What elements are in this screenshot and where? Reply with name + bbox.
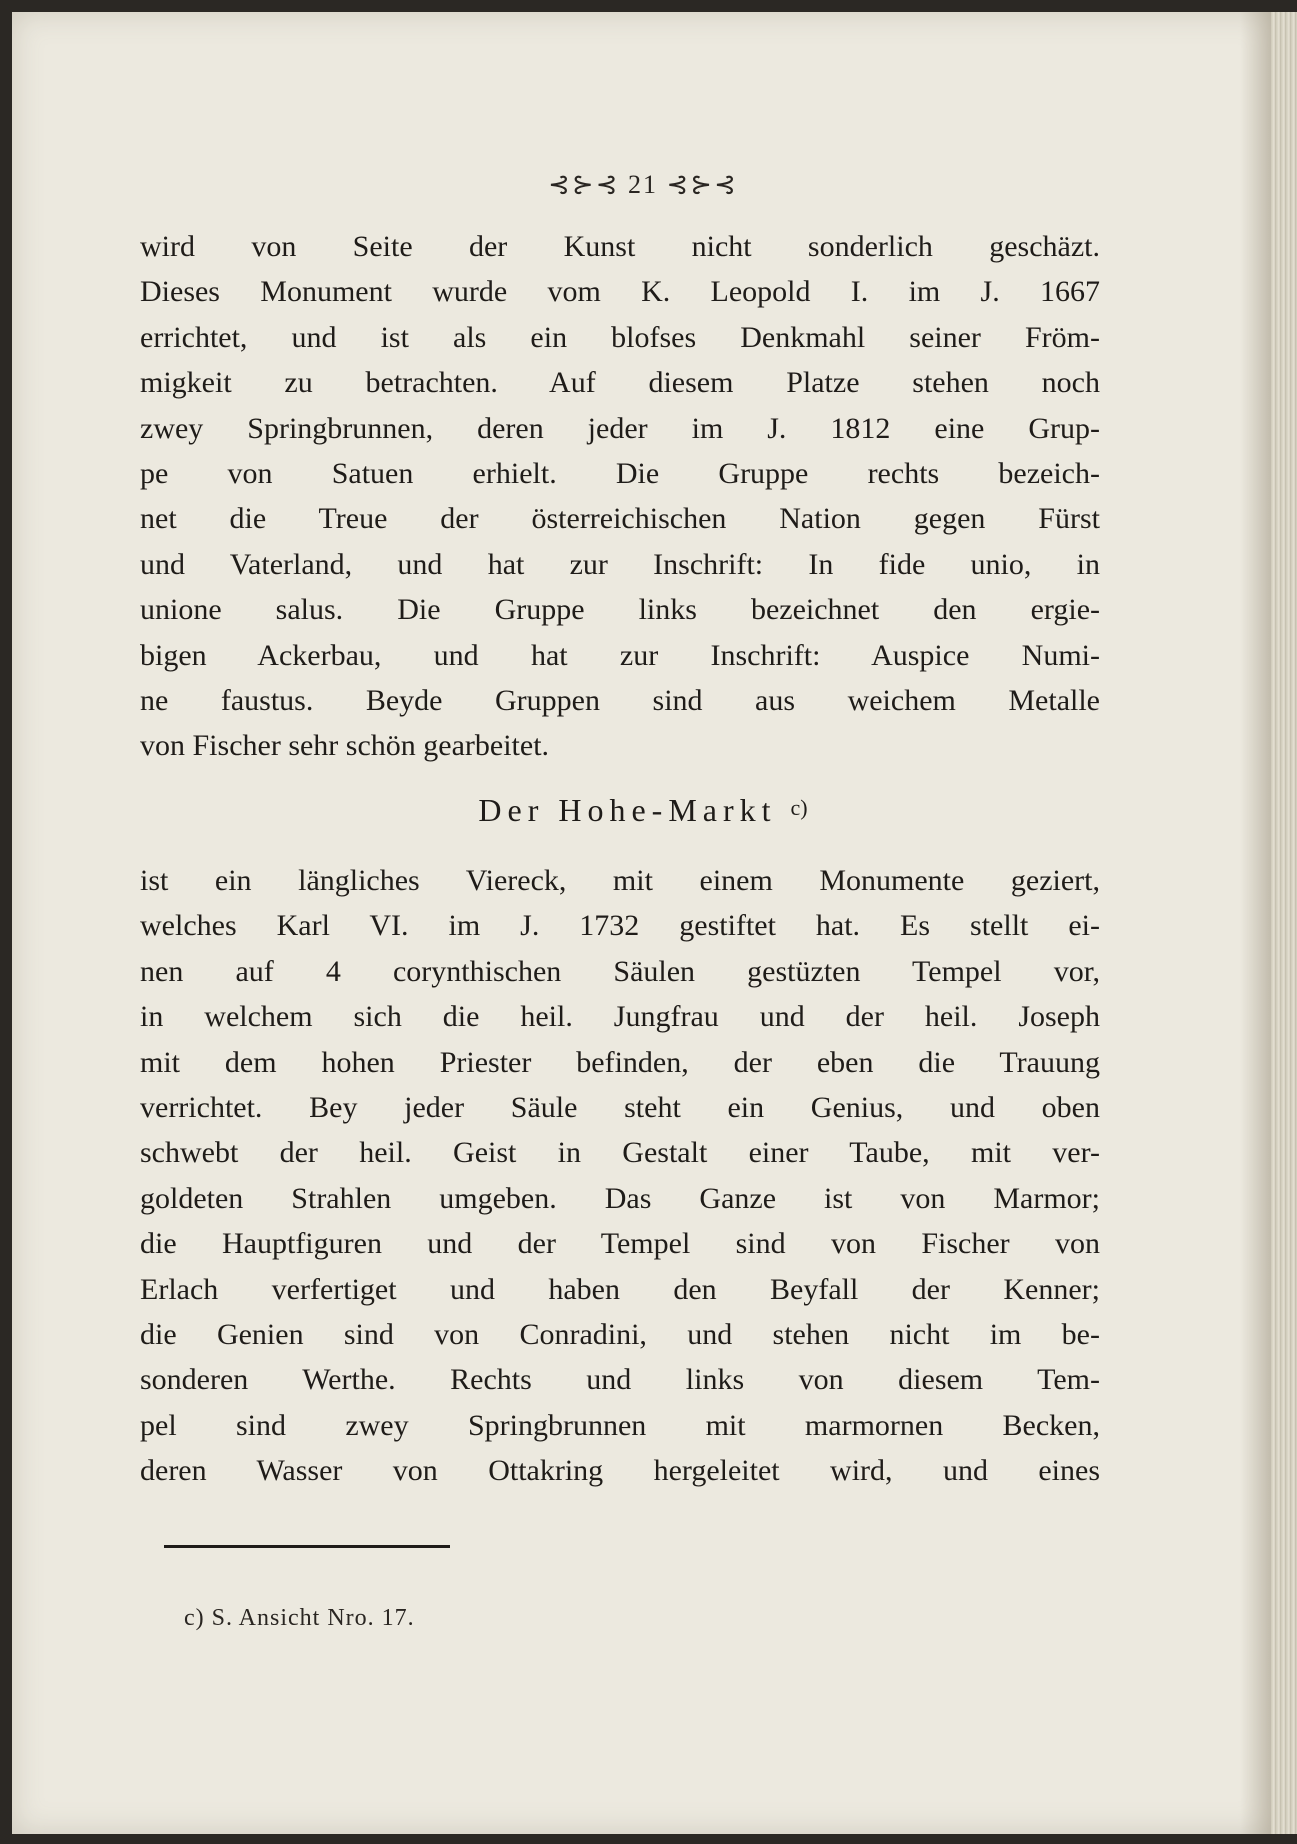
page-gutter-shadow — [1240, 12, 1274, 1834]
text-line: schwebt der heil. Geist in Gestalt einer Taube, mit ver- — [140, 1136, 1100, 1170]
text-line: net die Treue der österreichischen Nation gegen Fürst — [140, 502, 1100, 536]
text-line: ist ein längliches Viereck, mit einem Monumente geziert, — [140, 864, 1100, 897]
text-line: goldeten Strahlen umgeben. Das Ganze ist von Marmor; — [140, 1181, 1100, 1215]
section-heading-title: Der Hohe-Markt — [478, 792, 777, 828]
text-line: deren Wasser von Ottakring hergeleitet wird, und eines — [140, 1454, 1100, 1488]
text-line: mit dem hohen Priester befinden, der eben die Trauung — [140, 1045, 1100, 1079]
text-line: die Hauptfiguren und der Tempel sind von Fischer von — [140, 1227, 1100, 1261]
text-line: in welchem sich die heil. Jungfrau und der heil. Joseph — [140, 1000, 1100, 1034]
paragraph-2 — [140, 858, 1100, 1493]
text-line: und Vaterland, und hat zur Inschrift: In fide unio, in — [140, 547, 1100, 581]
text-line: von Fischer sehr schön gearbeitet. — [140, 729, 550, 763]
text-line: errichtet, und ist als ein blofses Denkmahl seiner Fröm- — [140, 320, 1100, 354]
book-page — [12, 12, 1274, 1834]
page-edges — [1271, 12, 1297, 1834]
text-line: Erlach verfertiget und haben den Beyfall der Kenner; — [140, 1272, 1100, 1306]
text-line: migkeit zu betrachten. Auf diesem Platze stehen noch — [140, 366, 1100, 400]
text-line: unione salus. Die Gruppe links bezeichnet den ergie- — [140, 593, 1100, 627]
text-line: zwey Springbrunnen, deren jeder im J. 1812 eine Grup- — [140, 411, 1100, 445]
text-line: verrichtet. Bey jeder Säule steht ein Genius, und oben — [140, 1090, 1100, 1124]
footnote-rule — [164, 1545, 450, 1548]
text-line: nen auf 4 corynthischen Säulen gestüzten Tempel vor, — [140, 954, 1100, 988]
text-line: die Genien sind von Conradini, und stehen nicht im be- — [140, 1317, 1100, 1351]
text-line: pel sind zwey Springbrunnen mit marmornen Becken, — [140, 1408, 1100, 1442]
text-line: wird von Seite der Kunst nicht sonderlich geschäzt. — [140, 230, 1100, 263]
footnote-reference: c) — [790, 795, 808, 820]
text-line: sonderen Werthe. Rechts und links von diesem Tem- — [140, 1363, 1100, 1397]
text-line: pe von Satuen erhielt. Die Gruppe rechts bezeich- — [140, 456, 1100, 490]
text-line: welches Karl VI. im J. 1732 gestiftet hat. Es stellt ei- — [140, 909, 1100, 943]
section-heading — [12, 792, 1274, 829]
page-number-header: ⊰⊱⊰ 21 ⊰⊱⊰ — [548, 170, 738, 199]
text-line: bigen Ackerbau, und hat zur Inschrift: Auspice Numi- — [140, 638, 1100, 672]
text-line: Dieses Monument wurde vom K. Leopold I. im J. 1667 — [140, 275, 1100, 309]
text-line: ne faustus. Beyde Gruppen sind aus weichem Metalle — [140, 683, 1100, 717]
paragraph-1 — [140, 224, 1100, 769]
footnote: c) S. Ansicht Nro. 17. — [184, 1605, 415, 1631]
